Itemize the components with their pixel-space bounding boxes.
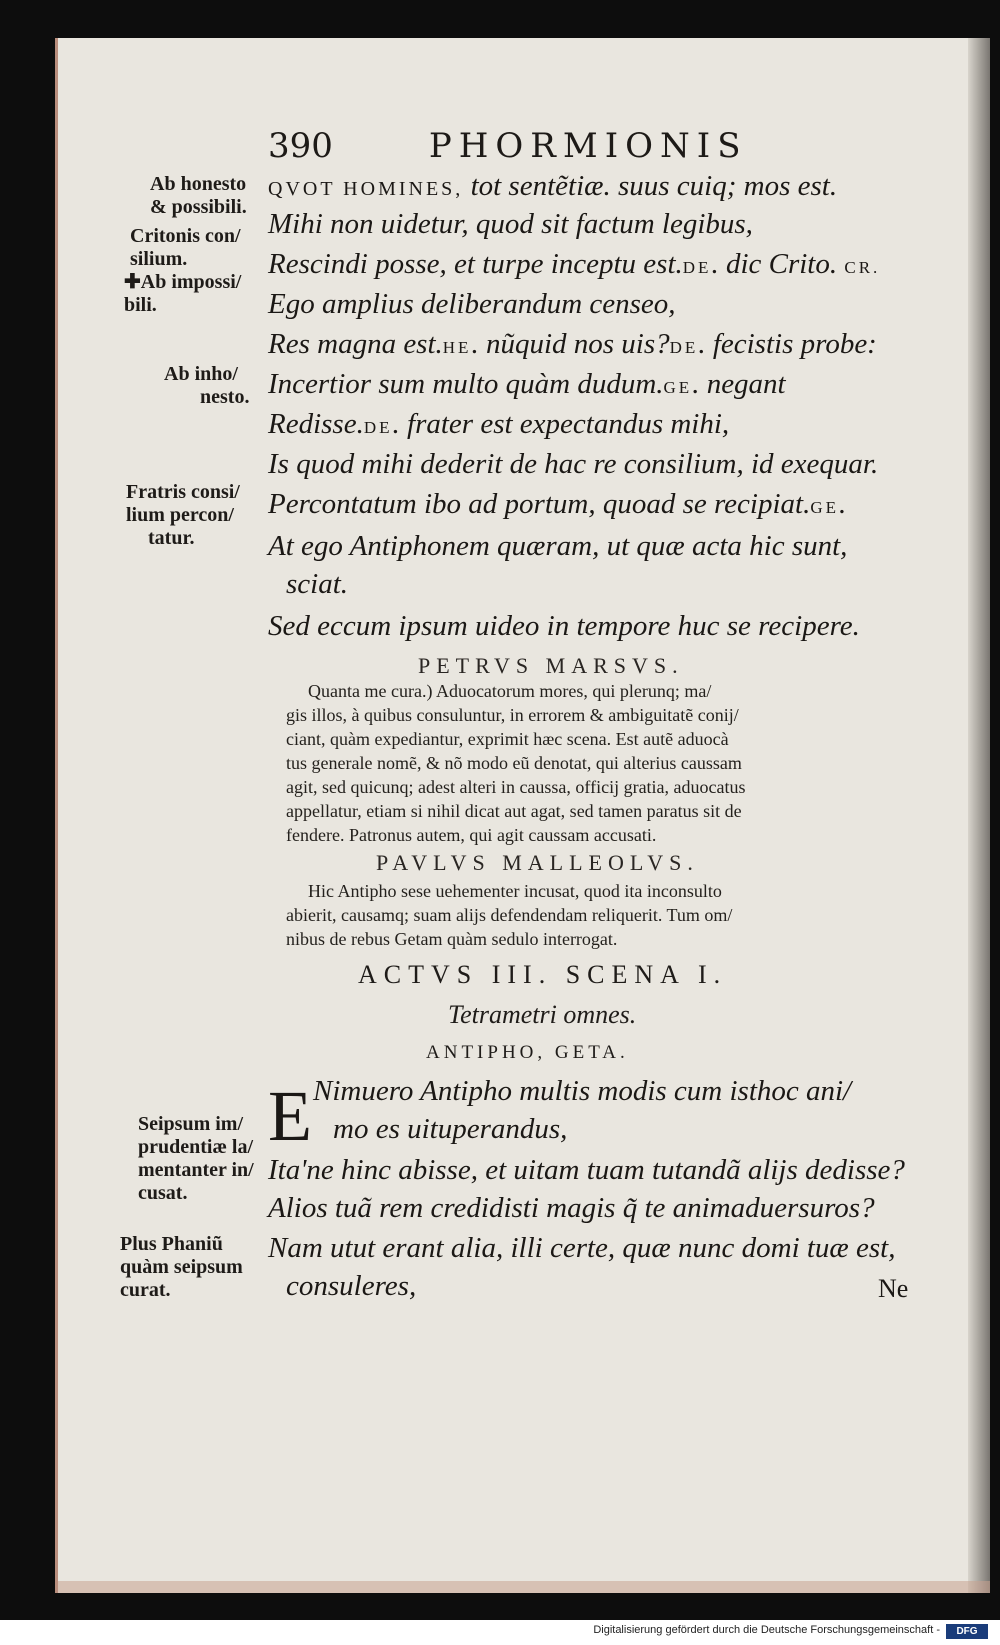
footer-bar: [0, 1620, 1000, 1645]
verse-line: Ego amplius deliberandum censeo,: [268, 288, 676, 320]
commentary-line: tus generale nomẽ, & nõ modo eũ denotat, qui alterius caussam: [286, 753, 742, 773]
commentary-line: ciant, quàm expediantur, exprimit hæc scena. Est autẽ aduocà: [286, 729, 729, 749]
verse-line: sciat.: [286, 568, 349, 600]
margin-note-line: nesto.: [200, 386, 250, 408]
commentary-line: abierit, causamq; suam alijs defendendam reliquerit. Tum om/: [286, 905, 733, 925]
margin-note-line: lium percon/: [126, 504, 234, 526]
verse-line: mo es uituperandus,: [333, 1113, 568, 1145]
commentary-line: nibus de rebus Getam quàm sedulo interrogat.: [286, 929, 618, 949]
dfg-logo: DFG: [946, 1624, 988, 1639]
verse-line: Rescindi posse, et turpe inceptu est.DE. dic Crito. CR.: [268, 248, 881, 280]
commentary-author: PAVLVS MALLEOLVS.: [376, 850, 699, 875]
margin-note-line: Critonis con/: [130, 225, 241, 247]
margin-note-line: Fratris consi/: [126, 481, 240, 503]
margin-note-line: Plus Phaniũ: [120, 1233, 223, 1255]
margin-note: [130, 225, 241, 271]
act-heading: ACTVS III. SCENA I.: [358, 960, 728, 989]
margin-note: [124, 271, 241, 317]
page-bottom-edge: [58, 1581, 990, 1593]
commentary-line: gis illos, à quibus consuluntur, in errorem & ambiguitatẽ conij/: [286, 705, 739, 725]
verse-line: Nam utut erant alia, illi certe, quæ nunc domi tuæ est,: [268, 1232, 896, 1264]
verse-line: Alios tuã rem credidisti magis q̃ te animaduersuros?: [268, 1192, 875, 1224]
commentary-line: appellatur, etiam si nihil dicat aut agat, sed tamen paratus sit de: [286, 801, 742, 821]
margin-note-line: ✚Ab impossi/: [124, 271, 242, 293]
commentary-line: Hic Antipho sese uehementer incusat, quod ita inconsulto: [308, 881, 722, 901]
verse-line: Percontatum ibo ad portum, quoad se recipiat.GE.: [268, 488, 847, 520]
verse-line: Ita'ne hinc abisse, et uitam tuam tutandã alijs dedisse?: [268, 1154, 905, 1186]
margin-note: [126, 481, 240, 550]
verse-line: Mihi non uidetur, quod sit factum legibus,: [268, 208, 753, 240]
page-spine-shadow: [968, 38, 990, 1593]
margin-note-line: & possibili.: [150, 196, 247, 218]
commentary-line: Quanta me cura.) Aduocatorum mores, qui plerunq; ma/: [308, 681, 712, 701]
margin-note-line: bili.: [124, 294, 157, 316]
verse-line: Is quod mihi dederit de hac re consilium, id exequar.: [268, 448, 879, 480]
dramatis-personae: ANTIPHO, GETA.: [426, 1042, 629, 1063]
margin-note-line: prudentiæ la/: [138, 1136, 254, 1158]
margin-note-line: mentanter in/: [138, 1159, 254, 1181]
margin-note: [164, 363, 249, 409]
margin-note-line: Ab honesto: [150, 173, 247, 195]
running-title: PHORMIONIS: [428, 126, 748, 166]
commentary-line: fendere. Patronus autem, qui agit caussam accusati.: [286, 825, 657, 845]
verse-line: Sed eccum ipsum uideo in tempore huc se recipere.: [268, 610, 860, 642]
verse-line: consuleres,: [286, 1270, 417, 1302]
verse-line: Incertior sum multo quàm dudum.GE. negant: [268, 368, 786, 400]
commentary-author: PETRVS MARSVS.: [418, 653, 684, 678]
running-head: [268, 126, 748, 166]
commentary-line: agit, sed quicunq; adest alteri in caussa, officij gratia, aduocatus: [286, 777, 746, 797]
margin-note: [120, 1233, 243, 1302]
verse-line: At ego Antiphonem quæram, ut quæ acta hic sunt,: [268, 530, 848, 562]
margin-note-line: cusat.: [138, 1182, 188, 1204]
book-page: [55, 38, 990, 1593]
margin-note-line: tatur.: [148, 527, 195, 549]
verse-line: QVOT HOMINES, tot sentẽtiæ. suus cuiq; mos est.: [268, 170, 838, 202]
margin-note-line: quàm seipsum: [120, 1256, 243, 1278]
drop-cap: E: [268, 1076, 312, 1156]
margin-note-line: silium.: [130, 248, 188, 270]
verse-line: Res magna est.HE. nũquid nos uis?DE. fecistis probe:: [268, 328, 877, 360]
margin-note: [150, 173, 247, 219]
margin-note-line: Ab inho/: [164, 363, 238, 385]
footer-credit: Digitalisierung gefördert durch die Deutsche Forschungsgemeinschaft -: [593, 1624, 940, 1636]
meter-note: Tetrametri omnes.: [448, 1000, 637, 1029]
verse-line: Redisse.DE. frater est expectandus mihi,: [268, 408, 730, 440]
margin-note: [138, 1113, 254, 1205]
margin-note-line: Seipsum im/: [138, 1113, 244, 1135]
verse-line: Nimuero Antipho multis modis cum isthoc ani/: [313, 1075, 852, 1107]
page-number: 390: [268, 126, 333, 166]
catchword: Ne: [878, 1274, 909, 1303]
margin-note-line: curat.: [120, 1279, 171, 1301]
